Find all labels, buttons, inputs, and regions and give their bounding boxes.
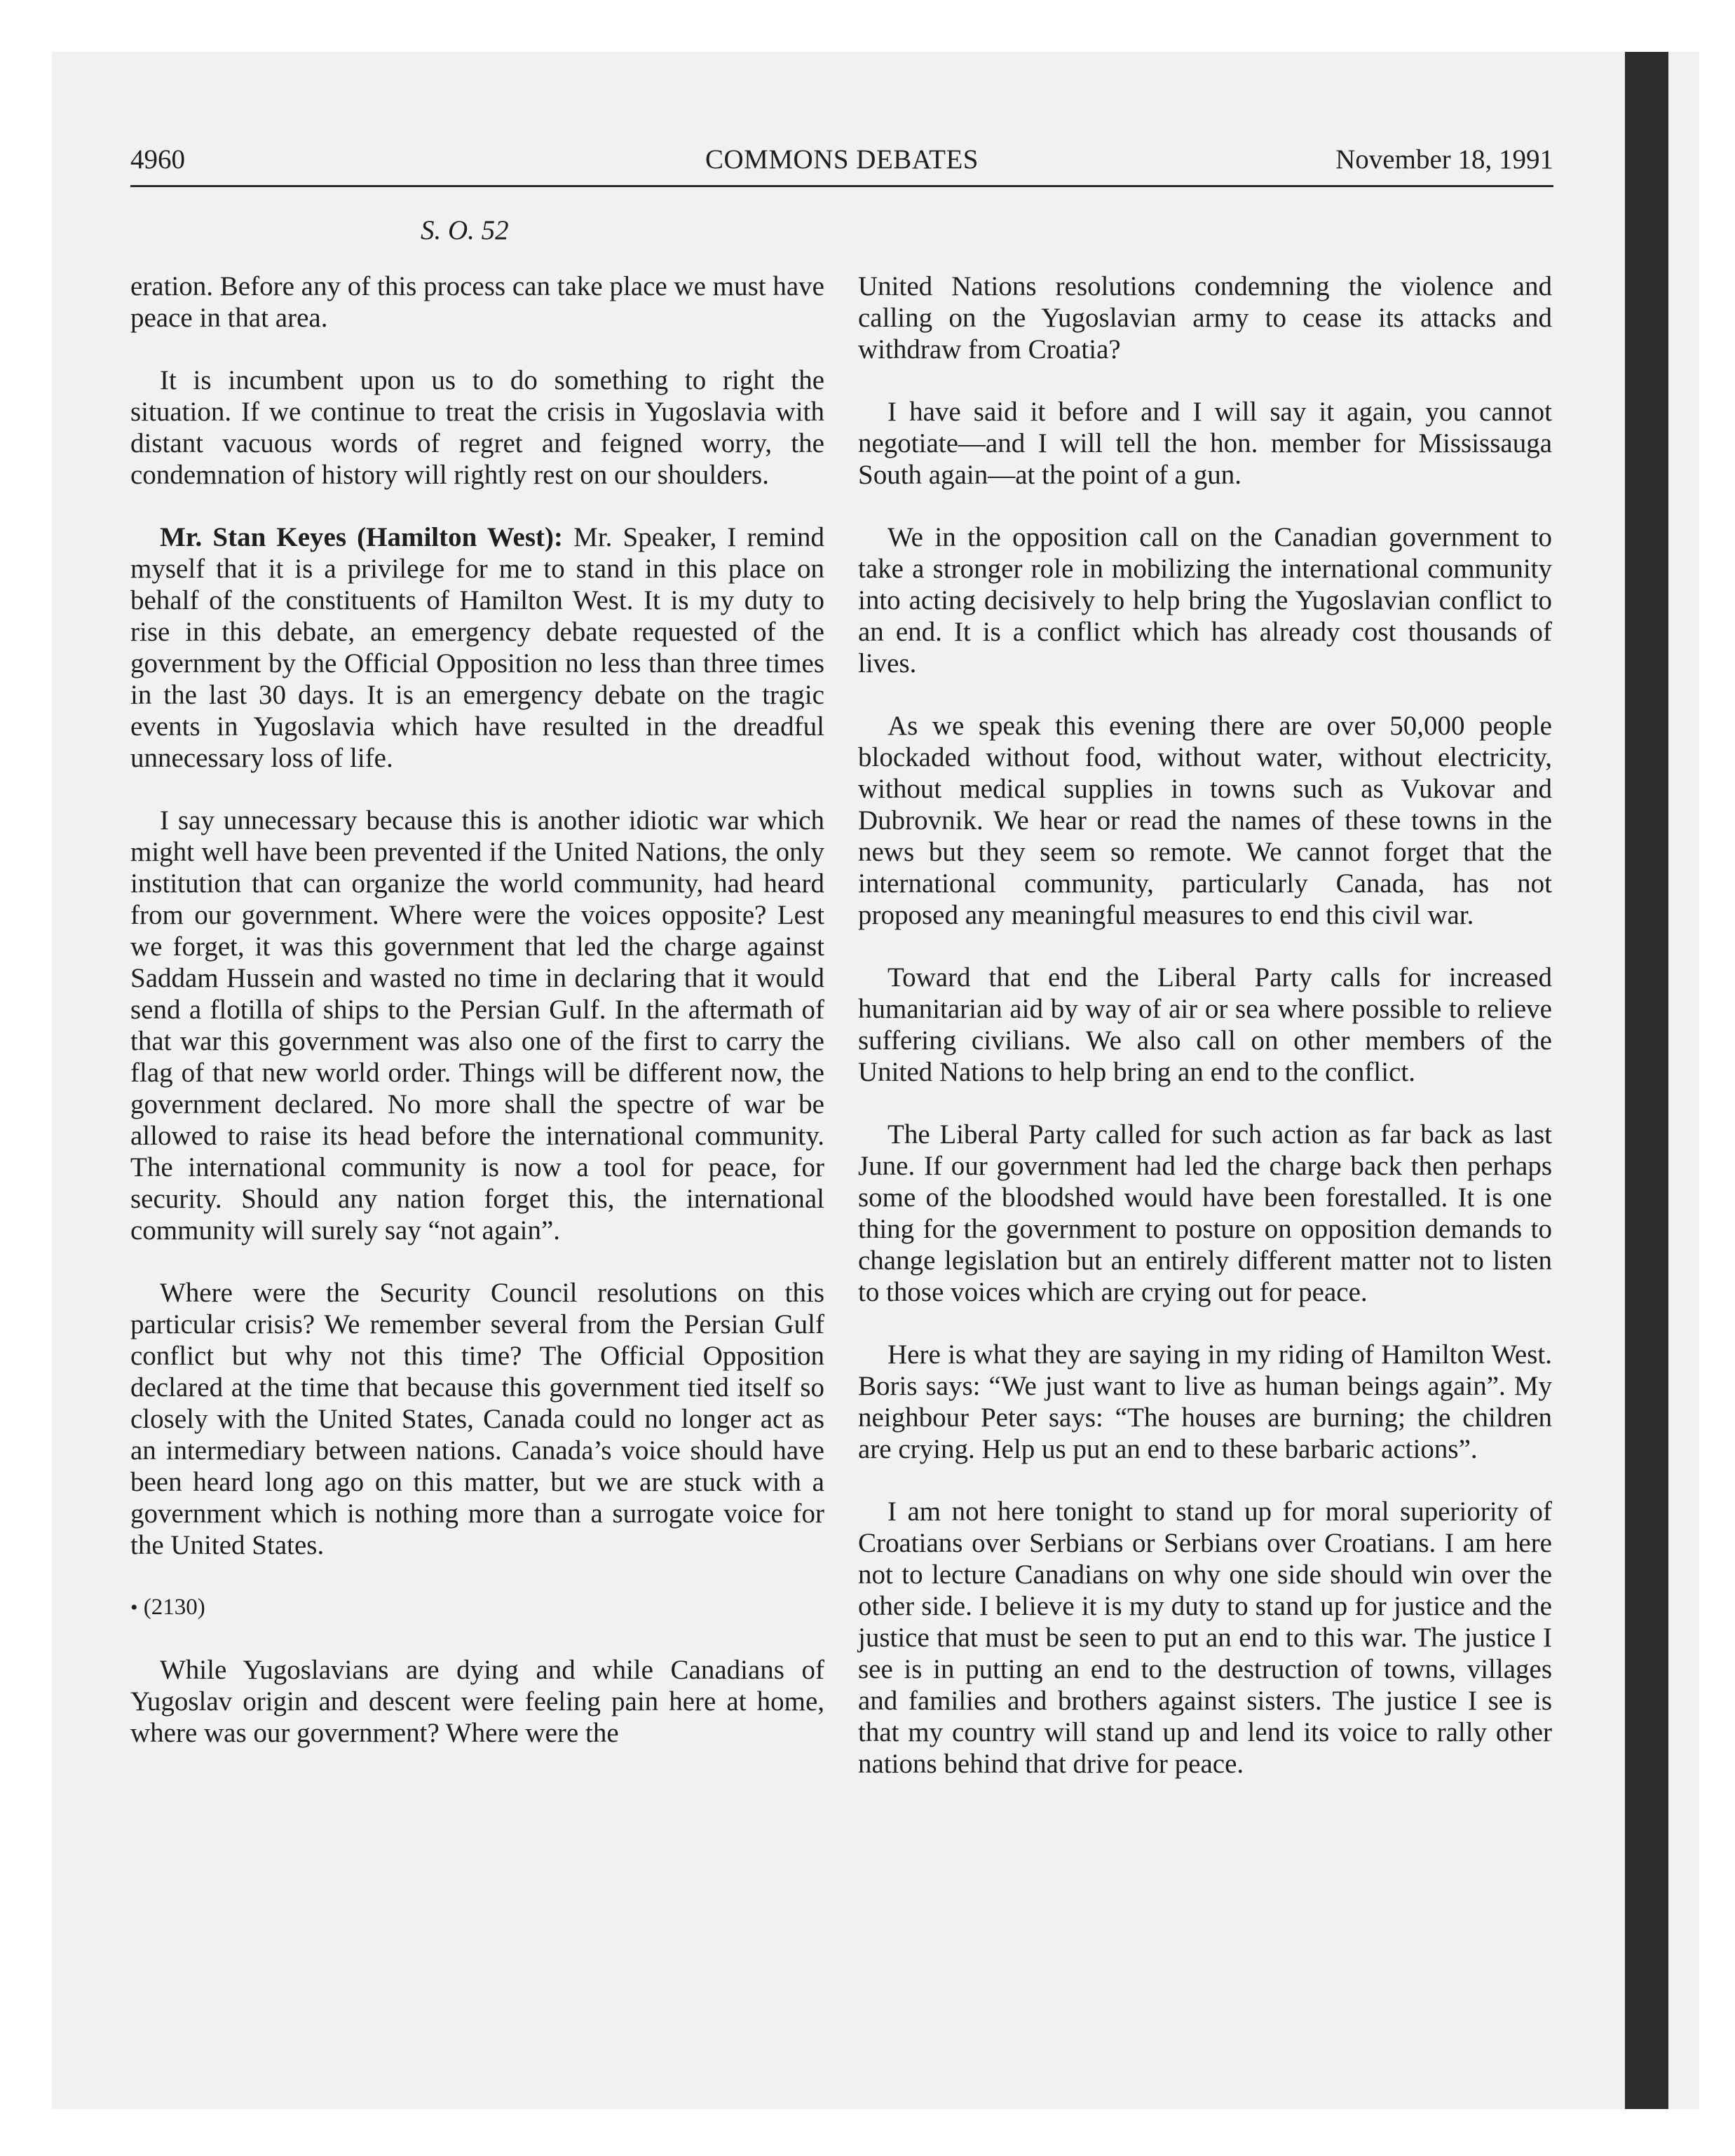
paragraph: Where were the Security Council resolutions on this particular crisis? We remember several from the Persian Gulf conflict but why not this time? The Official Opposition declared at the time that because this government tied itself so closely with the United States, Canada could no longer act as an intermediary between nations. Canada’s voice should have been heard long ago on this matter, but we are stuck with a government which is nothing more than a surrogate voice for the United States. xyxy=(130,1278,824,1560)
paragraph: We in the opposition call on the Canadian government to take a stronger role in mobilizing the international community into acting decisively to help bring the Yugoslavian conflict to an end. It is a conflict which has already cost thousands of lives. xyxy=(858,522,1552,678)
scan-edge-shadow xyxy=(1625,52,1668,2109)
paragraph: United Nations resolutions condemning the violence and calling on the Yugoslavian army to cease its attacks and withdraw from Croatia? xyxy=(858,271,1552,364)
page-number: 4960 xyxy=(130,144,185,175)
sitting-date: November 18, 1991 xyxy=(1335,144,1553,175)
time-stamp-text: (2130) xyxy=(143,1595,205,1620)
time-stamp xyxy=(130,1592,824,1623)
paragraph: I have said it before and I will say it again, you cannot negotiate—and I will tell the hon. member for Mississauga South again—at the point of a gun. xyxy=(858,397,1552,490)
paragraph: It is incumbent upon us to do something to right the situation. If we continue to treat the crisis in Yugoslavia with distant vacuous words of regret and feigned worry, the condemnation of history will rightly rest on our shoulders. xyxy=(130,365,824,490)
bullet-icon: • xyxy=(130,1596,138,1619)
speaker-name: Mr. Stan Keyes (Hamilton West): xyxy=(160,522,564,552)
right-column xyxy=(858,271,1552,1810)
running-header xyxy=(130,137,1553,182)
publication-title: COMMONS DEBATES xyxy=(705,144,979,175)
speech-paragraph xyxy=(130,521,824,774)
speech-text: Mr. Speaker, I remind myself that it is a privilege for me to stand in this place on behalf of the constituents of Hamilton West. It is my duty to rise in this debate, an emergency debate requested of the government by the Official Opposition no less than three times in the last 30 days. It is an emergency debate on the tragic events in Yugoslavia which have resulted in the dreadful unnecessary loss of life. xyxy=(130,522,825,773)
paragraph: eration. Before any of this process can take place we must have peace in that area. xyxy=(130,271,824,333)
paragraph: While Yugoslavians are dying and while Canadians of Yugoslav origin and descent were feeling pain here at home, where was our government? Where were the xyxy=(130,1655,824,1748)
header-rule xyxy=(130,185,1553,187)
paragraph: The Liberal Party called for such action as far back as last June. If our government had led the charge back then perhaps some of the bloodshed would have been forestalled. It is one thing for the government to posture on opposition demands to change legislation but an entirely different matter not to listen to those voices which are crying out for peace. xyxy=(858,1119,1552,1307)
paragraph: Here is what they are saying in my riding of Hamilton West. Boris says: “We just want to live as human beings again”. My neighbour Peter says: “The houses are burning; the children are crying. Help us put an end to these barbaric actions”. xyxy=(858,1339,1552,1464)
paragraph: As we speak this evening there are over 50,000 people blockaded without food, without water, without electricity, without medical supplies in towns such as Vukovar and Dubrovnik. We hear or read the names of these towns in the news but they seem so remote. We cannot forget that the international community, particularly Canada, has not proposed any meaningful measures to end this civil war. xyxy=(858,711,1552,930)
section-marker: S. O. 52 xyxy=(421,215,509,245)
paragraph: I am not here tonight to stand up for moral superiority of Croatians over Serbians or Serbians over Croatians. I am here not to lecture Canadians on why one side should win over the other side. I believe it is my duty to stand up for justice and the justice that must be seen to put an end to this war. The justice I see is in putting an end to the destruction of towns, villages and families and brothers against sisters. The justice I see is that my country will stand up and lend its voice to rally other nations behind that drive for peace. xyxy=(858,1496,1552,1779)
paragraph: I say unnecessary because this is another idiotic war which might well have been prevented if the United Nations, the only institution that can organize the world community, had heard from our government. Where were the voices opposite? Lest we forget, it was this government that led the charge against Saddam Hussein and wasted no time in declaring that it would send a flotilla of ships to the Persian Gulf. In the aftermath of that war this government was also one of the first to carry the flag of that new world order. Things will be different now, the government declared. No more shall the spectre of war be allowed to raise its head before the international community. The international community is now a tool for peace, for security. Should any nation forget this, the international community will surely say “not again”. xyxy=(130,805,824,1246)
left-column xyxy=(130,271,824,1780)
paragraph: Toward that end the Liberal Party calls for increased humanitarian aid by way of air or sea where possible to relieve suffering civilians. We also call on other members of the United Nations to help bring an end to the conflict. xyxy=(858,962,1552,1087)
